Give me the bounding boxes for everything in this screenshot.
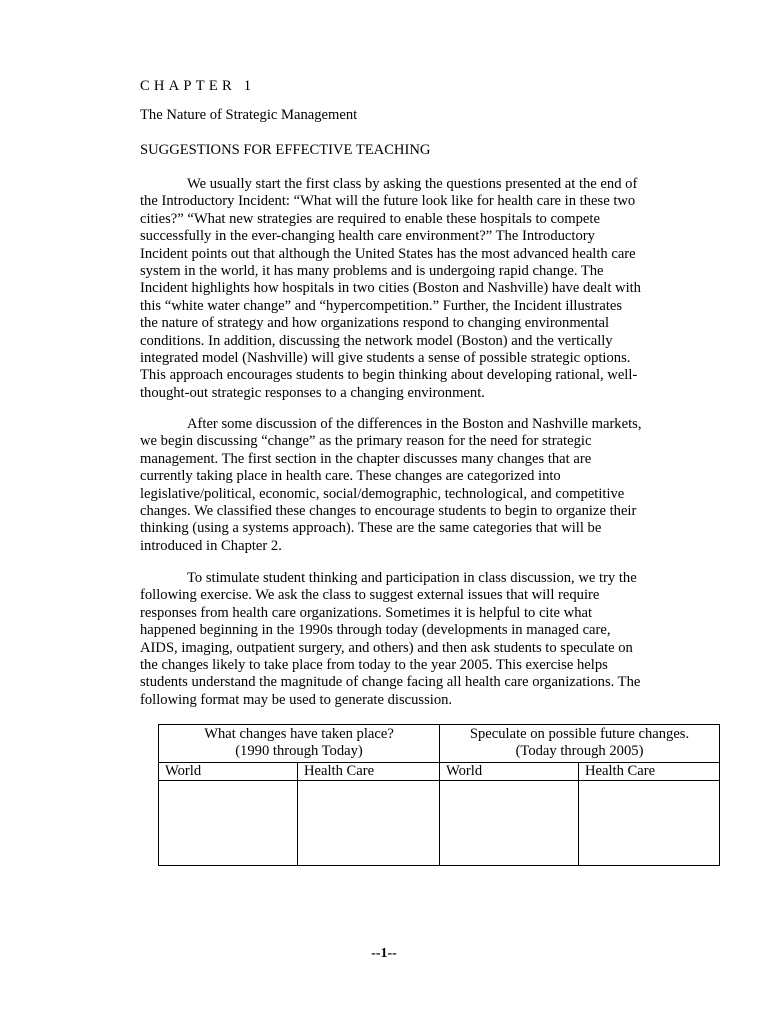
paragraph-line: successfully in the ever-changing health care environment?” The Introductory (140, 228, 595, 245)
section-heading: SUGGESTIONS FOR EFFECTIVE TEACHING (140, 142, 431, 158)
paragraph-line: AIDS, imaging, outpatient surgery, and others) and then ask students to speculate on (140, 639, 633, 656)
blank-cell-health-care-past (298, 781, 440, 866)
paragraph-line: thought-out strategic responses to a changing environment. (140, 384, 485, 401)
paragraph-line: system in the world, it has many problems and is undergoing rapid change. The (140, 263, 604, 280)
chapter-title: The Nature of Strategic Management (140, 107, 358, 123)
past-changes-header (159, 725, 440, 763)
future-changes-header-line2: (Today through 2005) (515, 743, 644, 760)
paragraph-line: changes. We classified these changes to encourage students to begin to organize their (140, 503, 637, 520)
paragraph-line: integrated model (Nashville) will give students a sense of possible strategic options. (140, 350, 631, 367)
paragraph-line: cities?” “What new strategies are required to enable these hospitals to compete (140, 210, 600, 227)
paragraph-line: We usually start the first class by asking the questions presented at the end of (187, 176, 638, 192)
paragraph-line: following format may be used to generate discussion. (140, 691, 453, 708)
paragraph-line: the changes likely to take place from today to the year 2005. This exercise helps (140, 657, 608, 674)
blank-cell-world-past (159, 781, 298, 866)
paragraph-change-discussion (140, 416, 680, 555)
future-changes-header (440, 725, 720, 763)
column-header-world-future: World (440, 763, 579, 781)
column-header-world-past: World (159, 763, 298, 781)
paragraph-line: the Introductory Incident: “What will the future look like for health care in these two (140, 193, 636, 210)
paragraph-line: management. The first section in the chapter discusses many changes that are (140, 450, 592, 467)
paragraph-line: this “white water change” and “hypercompetition.” Further, the Incident illustrates (140, 297, 623, 314)
paragraph-introductory-incident (140, 176, 680, 402)
column-header-health-care-past: Health Care (298, 763, 440, 781)
paragraph-line: following exercise. We ask the class to suggest external issues that will require (140, 587, 600, 604)
column-header-health-care-future: Health Care (579, 763, 720, 781)
chapter-label: CHAPTER 1 (140, 78, 256, 94)
paragraph-line: This approach encourages students to begin thinking about developing rational, well- (140, 367, 638, 384)
paragraph-line: thinking (using a systems approach). These are the same categories that will be (140, 520, 602, 537)
paragraph-line: we begin discussing “change” as the primary reason for the need for strategic (140, 433, 592, 450)
paragraph-line: students understand the magnitude of change facing all health care organizations. The (140, 674, 641, 691)
paragraph-line: To stimulate student thinking and participation in class discussion, we try the (187, 570, 637, 586)
blank-cell-world-future (440, 781, 579, 866)
past-changes-header-line1: What changes have taken place? (204, 726, 394, 742)
discussion-format-table (158, 724, 720, 866)
paragraph-line: happened beginning in the 1990s through today (developments in managed care, (140, 622, 611, 639)
paragraph-line: conditions. In addition, discussing the network model (Boston) and the vertically (140, 332, 613, 349)
page-number: --1-- (371, 946, 397, 961)
paragraph-line: currently taking place in health care. These changes are categorized into (140, 468, 561, 485)
paragraph-line: responses from health care organizations. Sometimes it is helpful to cite what (140, 604, 593, 621)
paragraph-line: After some discussion of the differences in the Boston and Nashville markets, (187, 416, 642, 432)
paragraph-line: the nature of strategy and how organizations respond to changing environmental (140, 315, 610, 332)
paragraph-line: legislative/political, economic, social/demographic, technological, and competitive (140, 485, 625, 502)
blank-cell-health-care-future (579, 781, 720, 866)
past-changes-header-line2: (1990 through Today) (235, 743, 363, 760)
paragraph-line: Incident points out that although the United States has the most advanced health care (140, 245, 636, 262)
paragraph-line: introduced in Chapter 2. (140, 537, 282, 554)
paragraph-class-exercise (140, 570, 680, 709)
paragraph-line: Incident highlights how hospitals in two cities (Boston and Nashville) have dealt with (140, 280, 641, 297)
future-changes-header-line1: Speculate on possible future changes. (469, 726, 690, 742)
